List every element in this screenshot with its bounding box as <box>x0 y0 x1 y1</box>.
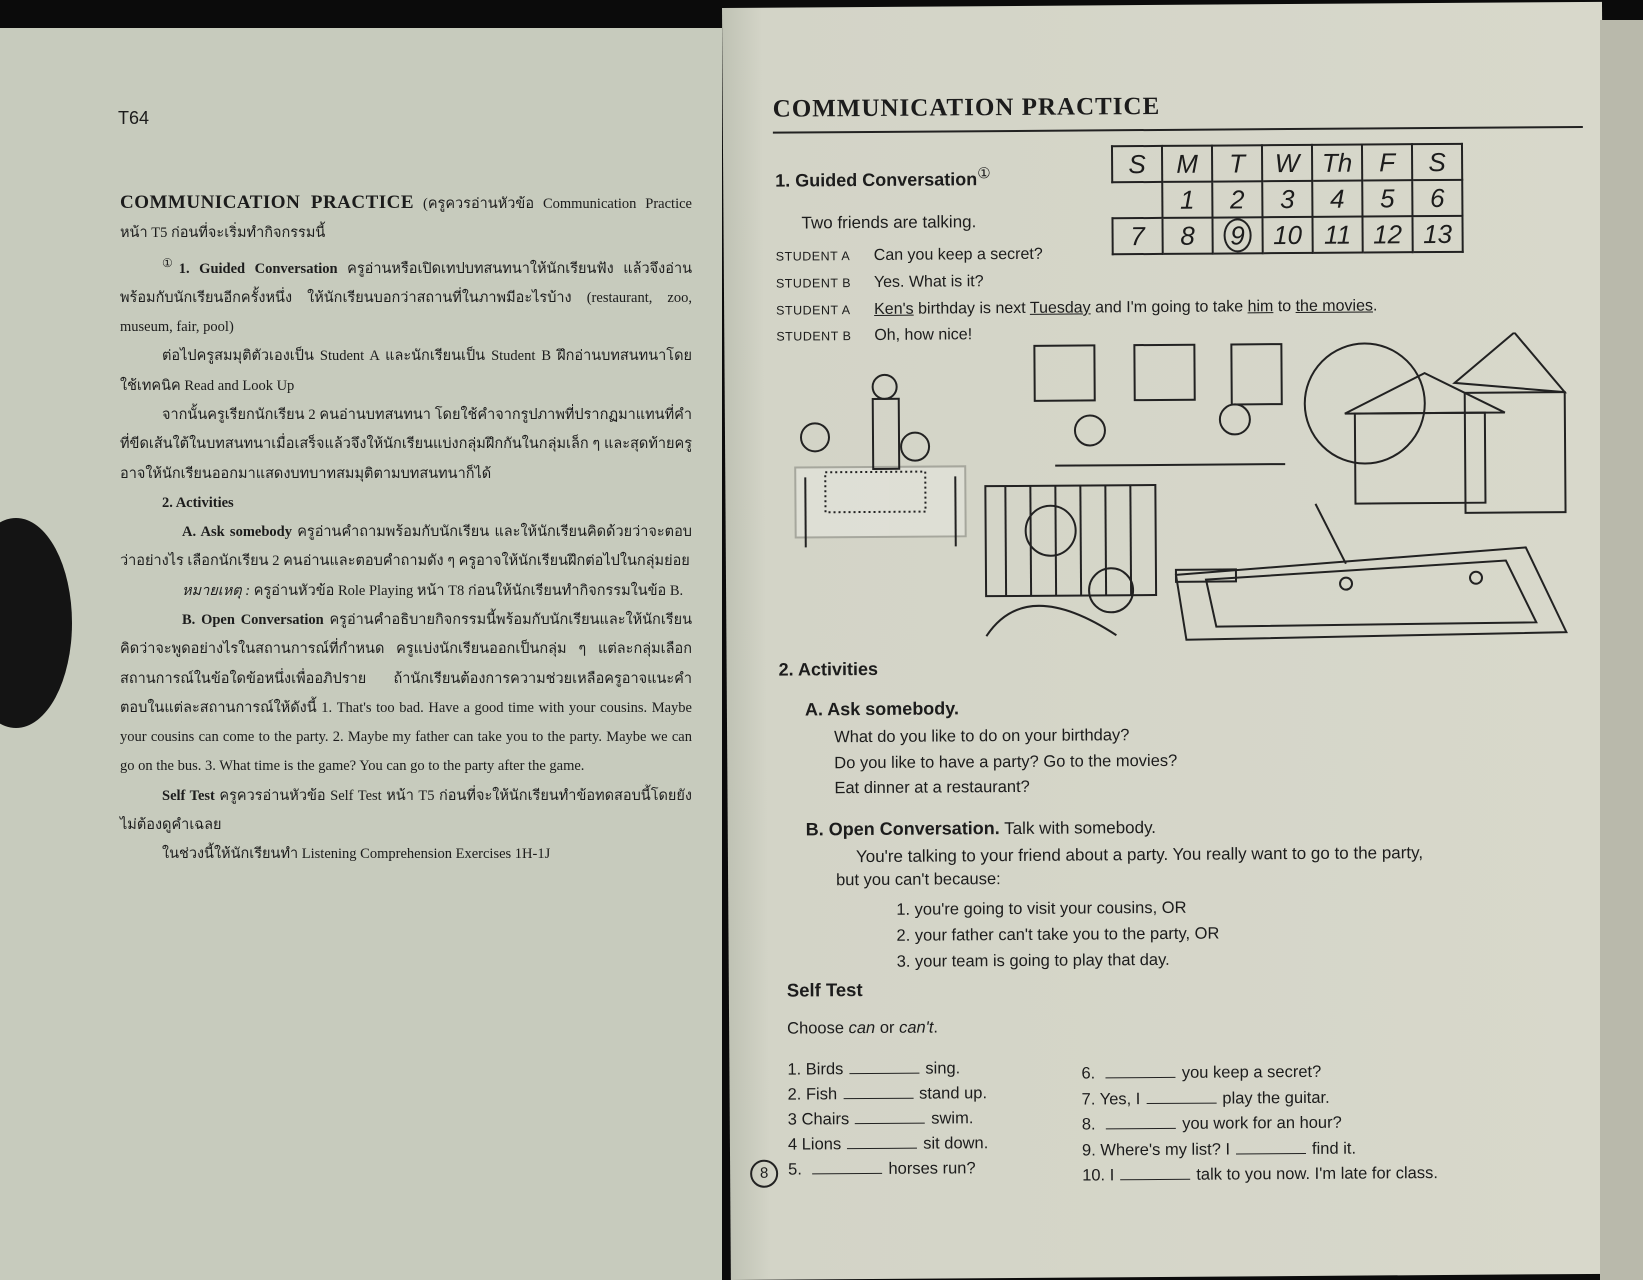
page-title: COMMUNICATION PRACTICE <box>772 92 1161 123</box>
fair-illustration <box>1304 332 1565 514</box>
ask-heading: A. Ask somebody. <box>804 698 960 720</box>
exercise-left <box>787 1056 988 1182</box>
dialog-line: STUDENT B Yes. What is it? <box>775 273 984 291</box>
paragraph: จากนั้นครูเรียกนักเรียน 2 คนอ่านบทสนทนา โดยใช้คำจากรูปภาพที่ปรากฏมาแทนที่คำที่ขีดเส้นใต้ในบทสนทนาเมื่อเสร็จแล้วจึงให้นักเรียนแบ่งกลุ่มฝึกกันในกลุ่มเล็ก ๆ และสุดท้ายครูอาจให้นักเรียนออกมาแสดงบทบาทสมมุติตามบทสนทนาก็ได้ <box>120 406 692 482</box>
page-number: 8 <box>750 1160 778 1188</box>
open-label: B. Open Conversation <box>182 611 324 628</box>
page-edge <box>1600 20 1643 1280</box>
listening-text: ในช่วงนี้ให้นักเรียนทำ Listening Comprehension Exercises 1H-1J <box>162 846 551 863</box>
reason: 1. you're going to visit your cousins, OR <box>896 898 1187 919</box>
open-heading: B. Open Conversation. Talk with somebody. <box>805 817 1157 840</box>
exercise-item: 6. you keep a secret? <box>1081 1062 1322 1083</box>
ask-questions <box>834 723 1178 802</box>
open-text: You're talking to your friend about a party. You really want to go to the party, <box>855 843 1424 867</box>
right-page <box>722 2 1611 1280</box>
exercise-item: 10. I talk to you now. I'm late for class. <box>1082 1164 1438 1185</box>
paragraph: ต่อไปครูสมมุติตัวเองเป็น Student A และนักเรียนเป็น Student B ฝึกอ่านบทสนทนาโดยใช้เทคนิค Read and Look Up <box>120 348 692 394</box>
exercise-item: 8. you work for an hour? <box>1081 1113 1342 1134</box>
activities-label: 2. Activities <box>162 494 234 511</box>
pool-illustration <box>1175 502 1566 640</box>
calendar-header: S M T W Th F S <box>1112 144 1462 182</box>
calendar <box>1111 143 1464 255</box>
calendar-week: 1 2 3 4 5 6 <box>1112 180 1462 218</box>
illustration-places <box>784 332 1586 668</box>
selftest-label: Self Test <box>162 787 215 804</box>
heading-note: (ครูควรอ่านหัวข้อ Communication Practice หน้า T5 ก่อนที่จะเริ่มทำกิจกรรมนี้ <box>120 196 692 242</box>
section-heading: COMMUNICATION PRACTICE <box>120 192 415 213</box>
circled-date: 9 <box>1212 217 1262 253</box>
question: What do you like to do on your birthday? <box>834 726 1130 747</box>
exercise-item: 7. Yes, I play the guitar. <box>1081 1088 1330 1109</box>
selftest-instruction: Choose can or can't. <box>787 1018 939 1038</box>
calendar-week: 7 8 9 10 11 12 13 <box>1112 216 1462 254</box>
selftest-heading: Self Test <box>786 979 863 1001</box>
page-number: T64 <box>118 108 150 128</box>
dialog-line: STUDENT B Oh, how nice! <box>776 326 973 344</box>
open-text: ครูอ่านคำอธิบายกิจกรรมนี้พร้อมกับนักเรียนและให้นักเรียนคิดว่าจะพูดอย่างไรในสถานการณ์ที่กำหนด ครูแบ่งนักเรียนออกเป็นกลุ่ม ๆ แต่ละกลุ่มเลือกสถานการณ์ในข้อใดข้อหนึ่งเพื่ออภิปราย ถ้านักเรียนต้องการความช่วยเหลือครูอาจแนะคำตอบในแต่ละสถานการณ์ให้ดังนี้ 1. That's too bad. Have a good time with your cousins. Maybe your cousins can come to the party. 2. Maybe my father can take you to the party. Maybe we can go on the bus. 3. What time is the game? You can go to the party after the game. <box>120 611 692 775</box>
restaurant-illustration <box>795 374 966 547</box>
exercise-item: 4 Lions sit down. <box>787 1134 989 1154</box>
reason: 2. your father can't take you to the party, OR <box>896 924 1220 945</box>
open-text: but you can't because: <box>836 870 1001 890</box>
exercise-item: 9. Where's my list? I find it. <box>1081 1139 1357 1160</box>
title-rule <box>773 126 1583 134</box>
reason: 3. your team is going to play that day. <box>896 950 1170 971</box>
museum-illustration <box>1034 344 1285 466</box>
guided-heading: 1. Guided Conversation① <box>775 165 991 191</box>
ask-text: ครูอ่านคำถามพร้อมกับนักเรียน และให้นักเรียนคิดด้วยว่าจะตอบว่าอย่างไร เลือกนักเรียน 2 คนอ่านและตอบคำถามดัง ๆ ครูอาจให้นักเรียนฝึกต่อไปในกลุ่มย่อย <box>120 524 693 570</box>
question: Do you like to have a party? Go to the movies? <box>834 751 1178 772</box>
exercise-item: 2. Fish stand up. <box>787 1084 988 1104</box>
left-page <box>0 28 722 1280</box>
ask-label: A. Ask somebody <box>182 524 292 541</box>
guided-label: 1. Guided Conversation <box>178 260 338 277</box>
dialog-line: STUDENT A Ken's birthday is next Tuesday and I'm going to take him to the movies. <box>776 297 1378 318</box>
teacher-notes <box>120 188 692 870</box>
exercise-item: 5. horses run? <box>788 1159 976 1179</box>
dialog-line: STUDENT A Can you keep a secret? <box>775 245 1043 264</box>
reasons-list <box>896 895 1219 975</box>
guided-text: ครูอ่านหรือเปิดเทปบทสนทนาให้นักเรียนฟัง แล้วจึงอ่านพร้อมกับนักเรียนอีกครั้งหนึ่ง ให้นักเรียนบอกว่าสถานที่ในภาพมีอะไรบ้าง (restaurant, zoo, museum, fair, pool) <box>120 260 692 336</box>
zoo-illustration <box>985 485 1156 636</box>
exercise-item: 3 Chairs swim. <box>787 1109 974 1129</box>
marker: ① <box>162 255 179 270</box>
activities-heading: 2. Activities <box>778 658 879 680</box>
intro: Two friends are talking. <box>801 212 977 233</box>
exercise-item: 1. Birds sing. <box>787 1059 961 1079</box>
note-label: หมายเหตุ : <box>182 582 251 599</box>
binder-ring <box>0 518 72 728</box>
exercise-right <box>1081 1059 1438 1189</box>
question: Eat dinner at a restaurant? <box>834 777 1030 798</box>
selftest-text: ครูควรอ่านหัวข้อ Self Test หน้า T5 ก่อนที่จะให้นักเรียนทำข้อทดสอบนี้โดยยังไม่ต้องดูคำเฉลย <box>120 787 692 834</box>
note-text: ครูอ่านหัวข้อ Role Playing หน้า T8 ก่อนให้นักเรียนทำกิจกรรมในข้อ B. <box>253 582 684 599</box>
